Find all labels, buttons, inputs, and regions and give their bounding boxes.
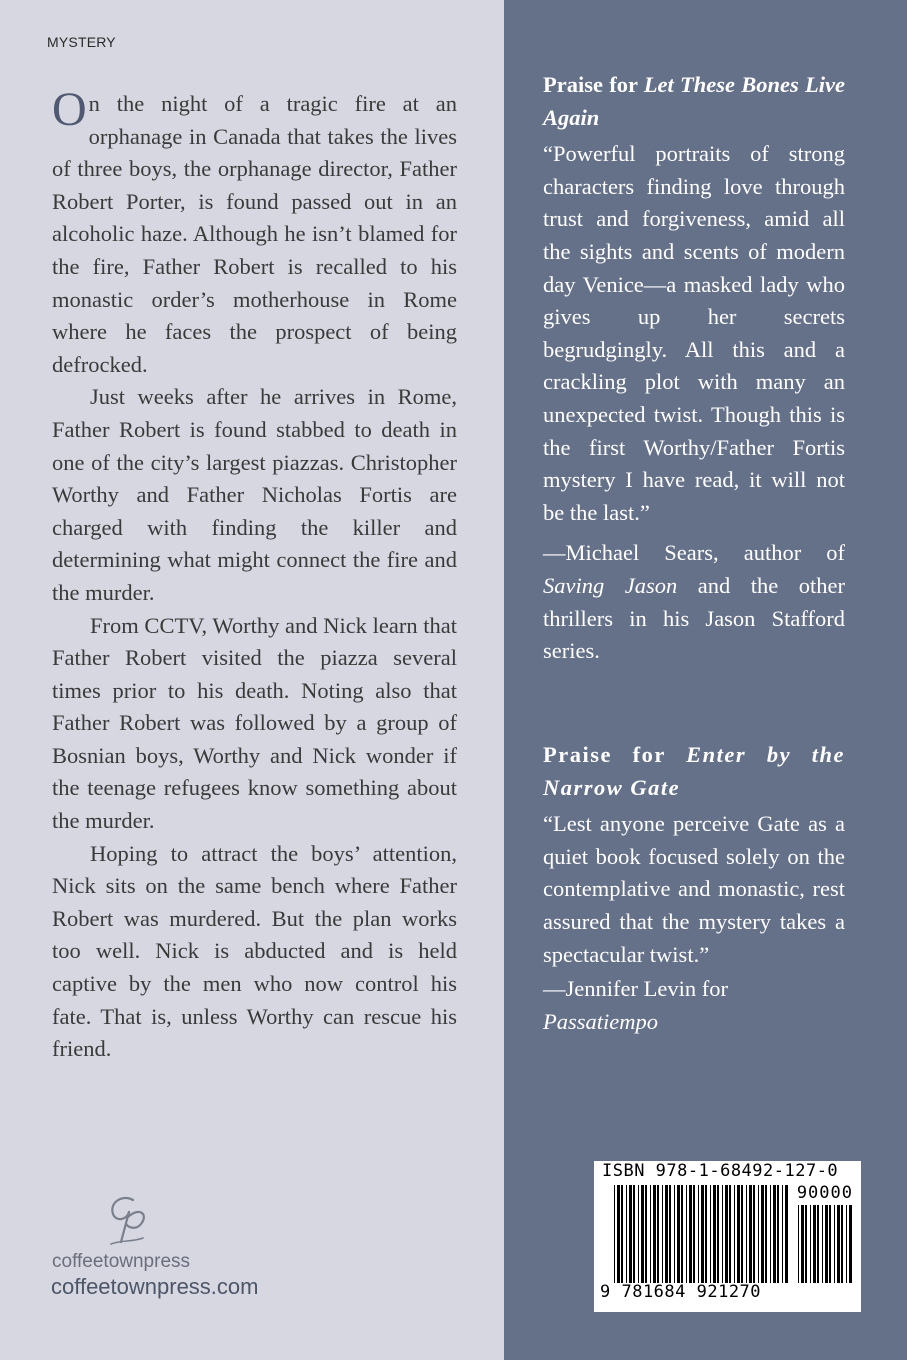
barcode-bar xyxy=(638,1185,639,1283)
synopsis-paragraph-2: Just weeks after he arrives in Rome, Father Robert is found stabbed to death in one of the city’s largest piazzas. Christopher Worthy and Father Nicholas Fortis are charged with finding the killer and determining what might connect the fire and the murder. xyxy=(52,384,457,605)
barcode-bar xyxy=(725,1185,728,1283)
praise-quote-2: “Lest anyone perceive Gate as a quiet book focused solely on the contemplative and monastic, rest assured that the mystery takes a spectacular twist.” xyxy=(543,811,845,967)
barcode-bar xyxy=(722,1185,723,1283)
barcode-bar xyxy=(734,1185,735,1283)
cp-monogram-icon xyxy=(103,1192,153,1248)
praise-block-1 xyxy=(543,69,845,668)
praise-attribution-2: —Jennifer Levin for Passatiempo xyxy=(543,976,728,1034)
barcode-bar xyxy=(681,1185,683,1283)
barcode-bar xyxy=(617,1185,620,1283)
praise-heading-2: Praise for Enter by the Narrow Gate xyxy=(543,742,845,800)
barcode-bar xyxy=(749,1185,752,1283)
publisher-website: coffeetownpress.com xyxy=(51,1274,259,1299)
barcode-bar xyxy=(629,1185,632,1283)
praise-heading-1: Praise for Let These Bones Live Again xyxy=(543,72,845,130)
barcode-bar xyxy=(614,1185,615,1283)
barcode-bar xyxy=(770,1185,771,1283)
barcode-bar xyxy=(782,1185,783,1283)
barcode-bar xyxy=(737,1185,740,1283)
barcode-bar xyxy=(825,1205,828,1283)
praise-block-2 xyxy=(543,739,845,1038)
barcode-bar xyxy=(805,1205,807,1283)
barcode-bar xyxy=(758,1185,759,1283)
barcode-bar xyxy=(657,1185,659,1283)
ean-number: 9 781684 921270 xyxy=(600,1282,762,1302)
praise-book-title-1: Let These Bones Live Again xyxy=(543,72,845,130)
barcode-bar xyxy=(645,1185,647,1283)
barcode-bar xyxy=(698,1185,699,1283)
barcode-bar xyxy=(837,1205,840,1283)
praise-quote-1: “Powerful portraits of strong characters finding love through trust and forgiveness, amid all the sights and scents of modern day Venice—a masked lady who gives up her secrets begrudgingly. All this and a crackling plot with many an unexpected twist. Though this is the first Worthy/Father Fortis mystery I have read, it will not be the last.” xyxy=(543,141,845,525)
synopsis xyxy=(52,83,457,1066)
price-addon-number: 90000 xyxy=(796,1183,853,1203)
barcode-bar xyxy=(817,1205,819,1283)
barcode-bar xyxy=(849,1205,852,1283)
barcode-bar xyxy=(689,1185,692,1283)
barcode-bar xyxy=(710,1185,711,1283)
barcode-bar xyxy=(813,1205,816,1283)
barcode-bar xyxy=(677,1185,680,1283)
barcode-bar xyxy=(846,1205,847,1283)
barcode-bar xyxy=(841,1205,843,1283)
barcode-bar xyxy=(626,1185,627,1283)
barcode-bar xyxy=(686,1185,687,1283)
barcode-bar xyxy=(810,1205,811,1283)
barcode-bar xyxy=(713,1185,716,1283)
synopsis-paragraph-4: Hoping to attract the boys’ attention, Nick sits on the same bench where Father Robert was murdered. But the plan works too well. Nick is abducted and is held captive by the men who now control his fate. That is, unless Worthy can rescue his friend. xyxy=(52,840,457,1062)
barcode-bar xyxy=(785,1185,788,1283)
barcode-bar xyxy=(669,1185,671,1283)
barcode-bar xyxy=(773,1185,776,1283)
barcode-bar xyxy=(765,1185,767,1283)
barcode-bar xyxy=(621,1185,623,1283)
barcode-bar xyxy=(653,1185,656,1283)
praise-book-title-2: Enter by the Narrow Gate xyxy=(543,742,845,800)
synopsis-paragraph-3: From CCTV, Worthy and Nick learn that Father Robert visited the piazza several times prior to his death. Noting also that Father Robert was followed by a group of Bosnian boys, Worthy and Nick wonder if the teenage refugees know something about the murder. xyxy=(52,612,457,834)
barcode-bar xyxy=(641,1185,644,1283)
barcode-bar xyxy=(665,1185,668,1283)
publisher-name: coffeetownpress xyxy=(52,1251,191,1272)
barcode-bar xyxy=(650,1185,651,1283)
barcode-bar xyxy=(746,1185,747,1283)
barcode-bar xyxy=(693,1185,695,1283)
praise-attribution-1: —Michael Sears, author of Saving Jason and the other thrillers in his Jason Stafford series. xyxy=(543,540,845,664)
barcode-bar xyxy=(834,1205,835,1283)
barcode-bar xyxy=(717,1185,719,1283)
barcode-bar xyxy=(822,1205,823,1283)
barcode-bar xyxy=(729,1185,731,1283)
barcode-bar xyxy=(633,1185,635,1283)
drop-cap: O xyxy=(52,83,87,136)
synopsis-paragraph-1: On the night of a tragic fire at an orphanage in Canada that takes the lives of three boys, the orphanage director, Father Robert Porter, is found passed out in an alcoholic haze. Although he isn’t blamed for the fire, Father Robert is recalled to his monastic order’s motherhouse in Rome where he faces the prospect of being defrocked. xyxy=(52,83,457,377)
barcode-bar xyxy=(801,1205,804,1283)
barcode-bar xyxy=(777,1185,779,1283)
barcode-bar xyxy=(701,1185,704,1283)
isbn-barcode xyxy=(594,1161,861,1312)
barcode-bar xyxy=(705,1185,707,1283)
barcode-bar xyxy=(741,1185,743,1283)
barcode-bar xyxy=(674,1185,675,1283)
barcode-bar xyxy=(753,1185,755,1283)
barcode-bar xyxy=(829,1205,831,1283)
isbn-number: ISBN 978-1-68492-127-0 xyxy=(602,1161,839,1181)
genre-label: MYSTERY xyxy=(47,34,116,50)
barcode-bar xyxy=(662,1185,663,1283)
barcode-bar xyxy=(761,1185,764,1283)
barcode-bar xyxy=(798,1205,799,1283)
